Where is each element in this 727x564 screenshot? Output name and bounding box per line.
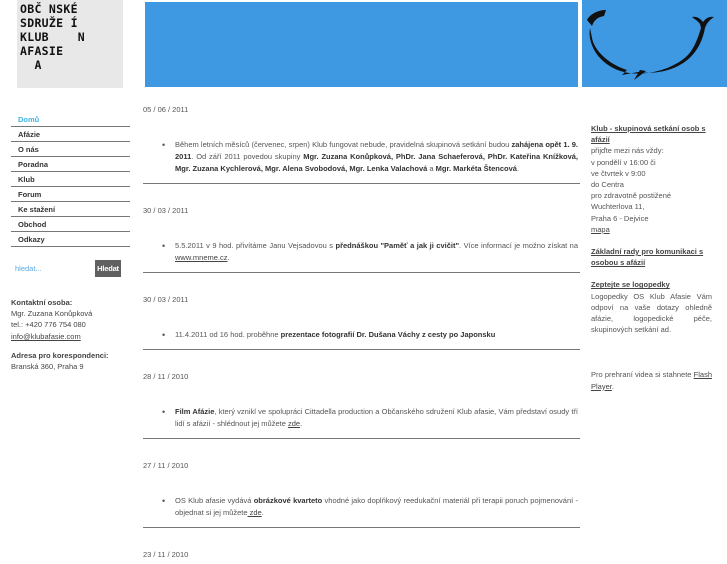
club-info-line: v pondělí v 16:00 či — [591, 157, 656, 167]
main-nav — [11, 112, 130, 247]
news-text-span: . — [516, 164, 520, 173]
news-item — [143, 206, 580, 273]
video-note: Pro prehraní videa si stahnete Flash Player. — [591, 370, 712, 391]
ask-text: Logopedky OS Klub Afasie Vám odpoví na vaše dotazy ohledně afázie, logopedické péče, skupinových setkání ad. — [591, 291, 712, 335]
site-logo[interactable] — [17, 0, 123, 88]
news-text-span: 5.5.2011 v 9 hod. přivítáme Janu Vejsadovou s — [175, 241, 336, 250]
address-text: Branská 360, Praha 9 — [11, 362, 84, 372]
news-highlight: přednáškou "Paměť a jak ji cvičit" — [335, 241, 460, 250]
news-date: 23 / 11 / 2010 — [143, 550, 189, 559]
nav-item[interactable]: Domů — [11, 112, 130, 127]
news-highlight: zahájena opět 1. 9. 2011 — [175, 140, 578, 161]
nav-item[interactable]: Forum — [11, 187, 130, 202]
news-text-span: . Od září 2011 povedou skupiny — [191, 152, 304, 161]
news-list — [143, 105, 580, 564]
logo-line: SDRUŽE Í — [20, 16, 78, 30]
news-highlight: prezentace fotografií Dr. Dušana Váchy z cesty po Japonsku — [280, 330, 496, 339]
news-text-span: 11.4.2011 od 16 hod. proběhne — [175, 330, 281, 339]
club-info-line: ve čtvrtek v 9:00 — [591, 168, 646, 178]
news-date: 30 / 03 / 2011 — [143, 295, 189, 304]
right-sidebar — [591, 123, 712, 392]
news-item — [143, 550, 580, 564]
contact-info — [11, 297, 131, 372]
bullet-icon: • — [162, 330, 166, 340]
news-highlight: Mgr. Zuzana Konůpková, PhDr. Jana Schaeferová, PhDr. Kateřina Knížková, Mgr. Zuzana Kychlerová, Mgr. Alena Svobodová, Mgr. Lenka Valachová — [175, 152, 579, 173]
search-input[interactable] — [13, 260, 95, 277]
contact-email-link[interactable]: info@klubafasie.com — [11, 331, 81, 341]
news-link[interactable]: www.mneme.cz — [175, 253, 228, 262]
news-link[interactable]: zde — [247, 508, 262, 517]
nav-item[interactable]: Ke stažení — [11, 202, 130, 217]
contact-label: Kontaktní osoba: — [11, 298, 73, 307]
whale-icon — [582, 0, 727, 87]
logo-line: OBČ NSKÉ — [20, 2, 78, 16]
club-title-link[interactable]: Klub - skupinová setkání osob s afázií — [591, 124, 706, 145]
bullet-icon: • — [162, 241, 166, 251]
news-text — [143, 406, 580, 430]
nav-item[interactable]: O nás — [11, 142, 130, 157]
news-divider — [143, 272, 580, 273]
news-text — [143, 240, 580, 264]
contact-name: Mgr. Zuzana Konůpková — [11, 309, 93, 319]
news-divider — [143, 527, 580, 528]
news-link[interactable]: zde — [287, 419, 301, 428]
news-text — [143, 495, 580, 519]
search-form — [13, 260, 121, 277]
nav-item[interactable]: Odkazy — [11, 232, 130, 247]
flash-player-link[interactable]: Flash Player — [591, 370, 712, 391]
news-text-span: a — [427, 164, 436, 173]
club-info-line: Wuchterlova 11, — [591, 202, 645, 212]
news-text-span: . — [300, 419, 303, 428]
news-item — [143, 372, 580, 439]
address-label: Adresa pro korespondenci: — [11, 350, 109, 360]
logo-line: KLUB N — [20, 30, 86, 44]
news-highlight: Film Afázie — [175, 407, 215, 416]
news-date: 28 / 11 / 2010 — [143, 372, 189, 381]
news-text-span: . Více informací je možno získat na — [459, 241, 579, 250]
news-text-span: Během letních měsíců (červenec, srpen) Klub fungovat nebude, pravidelná skupinová setkání budou — [175, 140, 512, 149]
news-text-span: , který vznikl ve spolupráci Cittadella production a Občanského sdružení Klub afasie, Vám představí osudy tří lidí s afázií - shlédnout jej můžete — [175, 407, 578, 428]
news-text-span: OS Klub afasie vydává — [175, 496, 254, 505]
news-item — [143, 295, 580, 350]
map-link[interactable]: mapa — [591, 224, 610, 234]
news-item — [143, 461, 580, 528]
bullet-icon: • — [162, 496, 166, 506]
news-text-span: . — [227, 253, 230, 262]
news-date: 30 / 03 / 2011 — [143, 206, 189, 215]
club-info — [591, 145, 712, 223]
news-text-span: vhodné jako doplňkový reedukační materiál při terapii poruch pojmenování - objednat si jej můžete — [175, 496, 578, 517]
news-date: 05 / 06 / 2011 — [143, 105, 189, 114]
news-highlight: obrázkové kvarteto — [253, 496, 323, 505]
club-info-line: přijďte mezi nás vždy: — [591, 146, 664, 156]
news-text — [143, 139, 580, 175]
search-button[interactable]: Hledat — [95, 260, 121, 277]
news-item — [143, 105, 580, 184]
nav-item[interactable]: Klub — [11, 172, 130, 187]
news-divider — [143, 438, 580, 439]
news-divider — [143, 183, 580, 184]
logo-line: AFASIE — [20, 44, 64, 58]
news-text-span: . — [261, 508, 264, 517]
header-whale-panel — [582, 0, 727, 87]
news-date: 27 / 11 / 2010 — [143, 461, 189, 470]
nav-item[interactable]: Afázie — [11, 127, 130, 142]
header-banner — [145, 2, 578, 87]
club-info-line: pro zdravotně postižené — [591, 191, 672, 201]
nav-item[interactable]: Obchod — [11, 217, 130, 232]
contact-phone: tel.: +420 776 754 080 — [11, 320, 86, 330]
advice-link[interactable]: Základní rady pro komunikaci s osobou s afázií — [591, 247, 704, 268]
club-info-line: Praha 6 - Dejvice — [591, 213, 649, 223]
bullet-icon: • — [162, 140, 166, 150]
news-divider — [143, 349, 580, 350]
club-info-line: do Centra — [591, 180, 624, 190]
logo-line: A — [20, 58, 42, 72]
bullet-icon: • — [162, 407, 166, 417]
ask-speech-therapist-link[interactable]: Zeptejte se logopedky — [591, 280, 670, 290]
news-text — [143, 329, 580, 341]
news-highlight: Mgr. Markéta Štencová — [435, 164, 517, 173]
nav-item[interactable]: Poradna — [11, 157, 130, 172]
